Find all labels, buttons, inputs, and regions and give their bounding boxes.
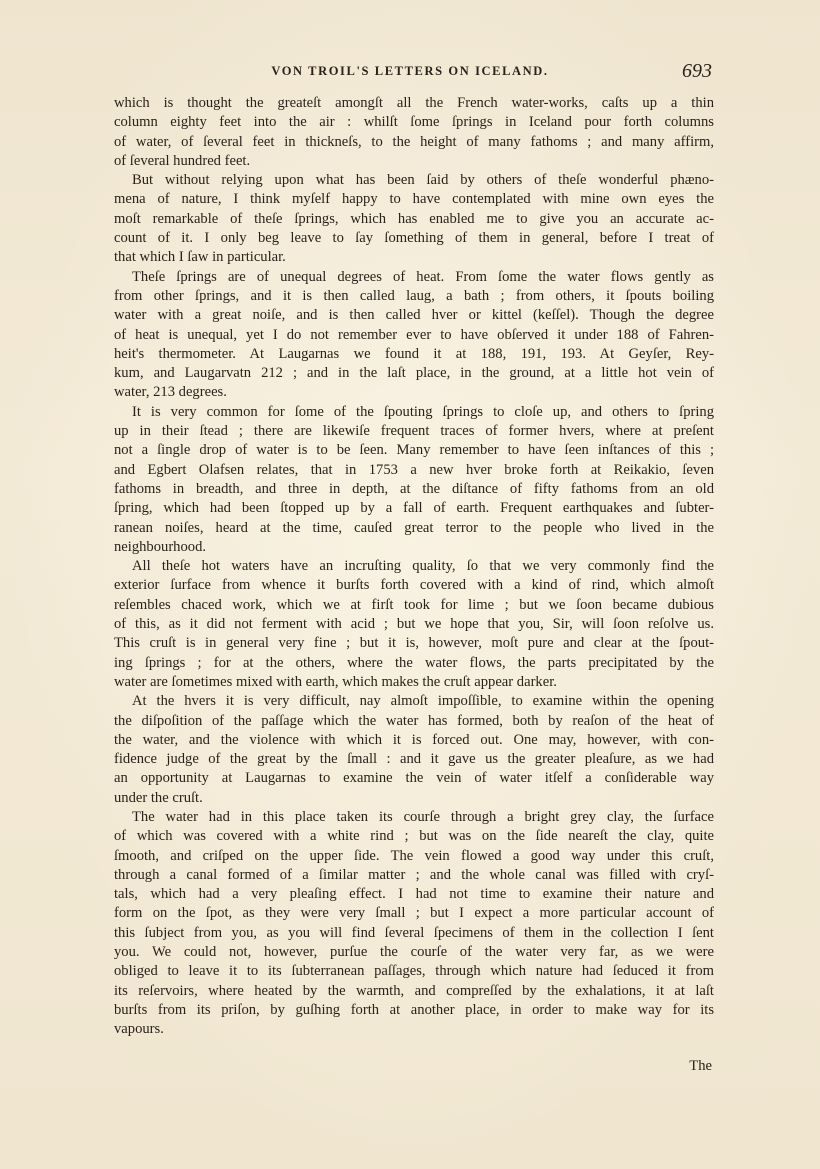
text-line: the water, and the violence with which it is forced out. One may, however, with con- <box>114 731 714 748</box>
text-line: of ſeveral hundred feet. <box>114 152 251 169</box>
text-line: this ſubject from you, as you will find ſeveral ſpecimens of them in the collection I ſent <box>114 924 714 941</box>
text-line: But without relying upon what has been ſaid by others of theſe wonderful phæno- <box>132 172 714 189</box>
text-line: It is very common for ſome of the ſpouting ſprings to cloſe up, and others to ſpring <box>132 403 714 420</box>
text-line: mena of nature, I think myſelf happy to have contemplated with mine own eyes the <box>114 191 714 208</box>
text-line: and Egbert Olafsen relates, that in 1753 a new hver broke forth at Reikakio, ſeven <box>114 461 714 478</box>
page-number: 693 <box>682 60 712 82</box>
body-text <box>114 94 714 1040</box>
text-line: not a ſingle drop of water is to be ſeen. Many remember to have ſeen inſtances of this ; <box>114 442 714 459</box>
text-line: up in their ſtead ; there are likewiſe frequent traces of former hvers, where at preſent <box>114 423 714 440</box>
text-line: an opportunity at Laugarnas to examine the vein of water itſelf a conſiderable way <box>114 770 714 787</box>
text-line: heit's thermometer. At Laugarnas we found it at 188, 191, 193. At Geyſer, Rey- <box>114 345 714 362</box>
running-head <box>0 60 820 84</box>
text-line: This cruſt is in general very fine ; but it is, however, moſt pure and clear at the ſpout- <box>114 635 714 652</box>
text-line: All theſe hot waters have an incruſting quality, ſo that we very commonly find the <box>132 558 714 575</box>
text-line: water are ſometimes mixed with earth, which makes the cruſt appear darker. <box>114 673 557 690</box>
text-line: reſembles chaced work, which we at firſt took for lime ; but we ſoon became dubious <box>114 596 714 613</box>
text-line: vapours. <box>114 1021 164 1038</box>
text-line: ſmooth, and criſped on the upper ſide. The vein flowed a good way under this cruſt, <box>114 847 714 864</box>
text-line: form on the ſpot, as they were very ſmall ; but I expect a more particular account of <box>114 905 714 922</box>
text-line: exterior ſurface from whence it burſts forth covered with a kind of rind, which almoſt <box>114 577 714 594</box>
text-line: under the cruſt. <box>114 789 203 806</box>
text-line: fathoms in breadth, and three in depth, at the diſtance of fifty fathoms from an old <box>114 480 714 497</box>
text-line: ranean noiſes, heard at the time, cauſed great terror to the people who lived in the <box>114 519 714 536</box>
text-line: ſpring, which had been ſtopped up by a fall of earth. Frequent earthquakes and ſubter- <box>114 500 714 517</box>
text-line: which is thought the greateſt amongſt all the French water-works, caſts up a thin <box>114 95 714 111</box>
text-line: that which I ſaw in particular. <box>114 249 286 266</box>
text-line: column eighty feet into the air : whilſt ſome ſprings in Iceland pour forth columns <box>114 114 714 131</box>
text-line: count of it. I only beg leave to ſay ſomething of them in general, before I treat of <box>114 230 714 247</box>
text-line: from other ſprings, and it is then called laug, a bath ; from others, it ſpouts boiling <box>114 287 714 304</box>
text-line: tals, which had a very pleaſing effect. I had not time to examine their nature and <box>114 886 714 903</box>
text-line: obliged to leave it to its ſubterranean paſſages, through which nature had ſeduced it from <box>114 963 714 980</box>
text-line: of this, as it did not ferment with acid ; but we hope that you, Sir, will ſoon reſolve us. <box>114 616 714 633</box>
text-line: through a canal formed of a ſimilar matter ; and the whole canal was filled with cryſ- <box>114 866 714 883</box>
text-line: of heat is unequal, yet I do not remember ever to have obſerved it under 188 of Fahren- <box>114 326 714 343</box>
catchword: The <box>689 1058 712 1074</box>
text-line: its reſervoirs, where heated by the warmth, and compreſſed by the exhalations, it at laſt <box>114 982 714 999</box>
text-line: you. We could not, however, purſue the courſe of the water very far, as we were <box>114 944 714 961</box>
text-line: fidence judge of the great by the ſmall : and it gave us the greater pleaſure, as we had <box>114 751 714 768</box>
text-line: water with a great noiſe, and is then called hver or kittel (keſſel). Though the degree <box>114 307 714 324</box>
text-line: At the hvers it is very difficult, nay almoſt impoſſible, to examine within the opening <box>132 693 714 710</box>
running-title: VON TROIL'S LETTERS ON ICELAND. <box>271 64 549 78</box>
text-line: water, 213 degrees. <box>114 384 227 401</box>
text-line: moſt remarkable of theſe ſprings, which has enabled me to give you an accurate ac- <box>114 210 714 227</box>
text-line: The water had in this place taken its courſe through a bright grey clay, the ſurface <box>132 808 714 825</box>
text-line: of water, of ſeveral feet in thickneſs, to the height of many fathoms ; and many affirm, <box>114 133 714 150</box>
text-line: neighbourhood. <box>114 538 207 555</box>
text-line: ing ſprings ; for at the others, where the water flows, the parts precipitated by the <box>114 654 714 671</box>
text-line: kum, and Laugarvatn 212 ; and in the laſt place, in the ground, at a little hot vein of <box>114 365 714 382</box>
text-line: burſts from its priſon, by guſhing forth at another place, in order to make way for its <box>114 1001 714 1018</box>
text-line: of which was covered with a white rind ; but was on the ſide neareſt the clay, quite <box>114 828 714 845</box>
text-line: Theſe ſprings are of unequal degrees of heat. From ſome the water flows gently as <box>132 268 714 285</box>
text-line: the diſpoſition of the paſſage which the water has formed, both by reaſon of the heat of <box>114 712 714 729</box>
